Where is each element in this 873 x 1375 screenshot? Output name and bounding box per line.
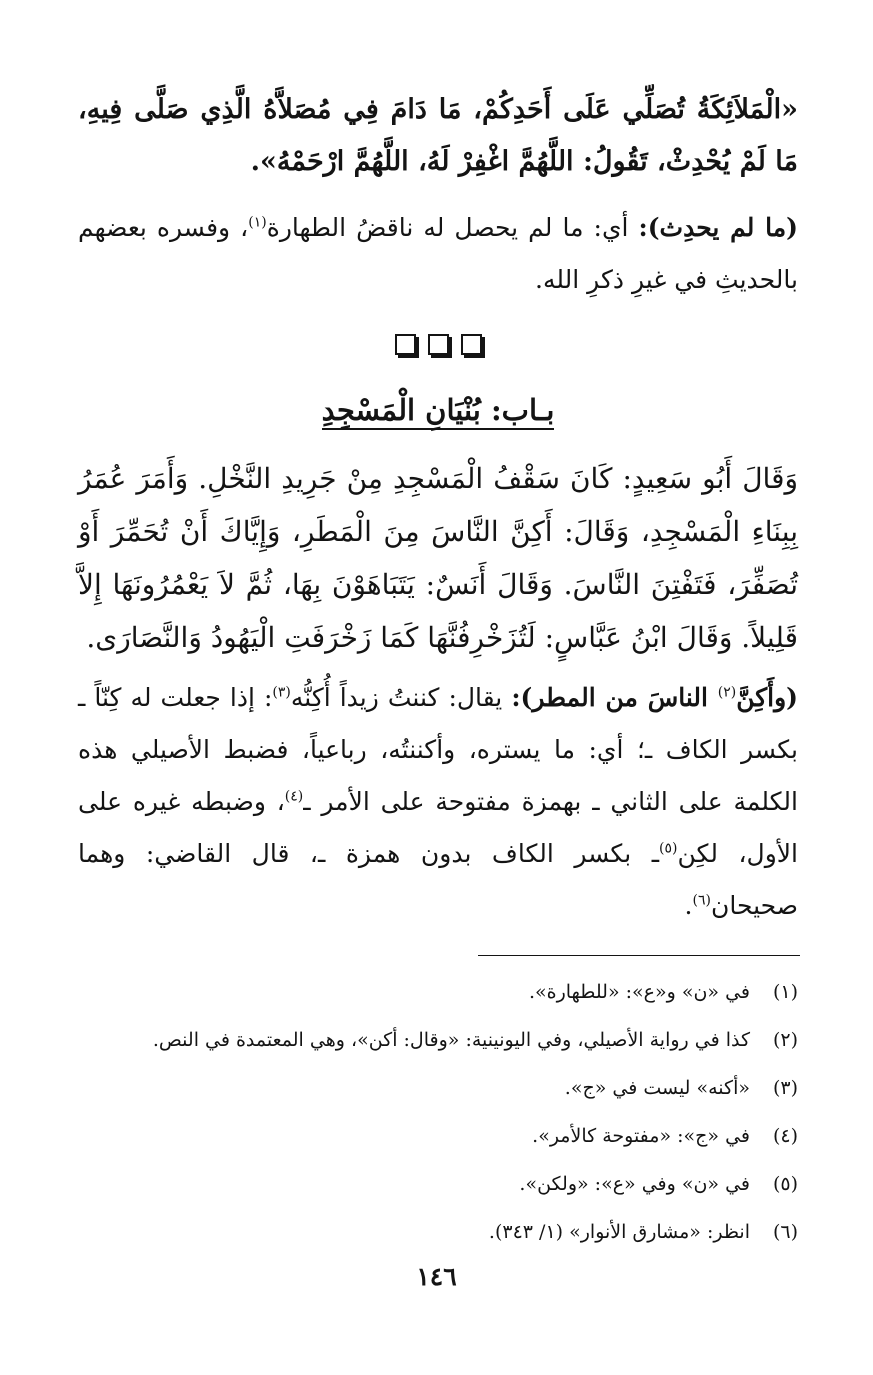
footnote-item — [78, 1114, 798, 1162]
explanation-text: ، وضبطه غيره على الأول، لكِن — [78, 787, 798, 868]
footnote-text: في «ج»: «مفتوحة كالأمر». — [532, 1125, 750, 1147]
footnote-ref-2: (٢) — [717, 684, 737, 701]
page-body — [78, 84, 798, 940]
footnote-item — [78, 1210, 798, 1258]
footnote-item — [78, 1066, 798, 1114]
explanation-text: أي: ما لم يحصل له ناقضُ الطهارة — [266, 213, 639, 242]
footnote-number: (٤) — [772, 1125, 798, 1147]
chapter-title-text: بـاب: بُنْيَانِ الْمَسْجِدِ — [322, 393, 555, 430]
footnote-number: (٥) — [772, 1173, 798, 1195]
explanation-paragraph-2 — [78, 672, 798, 932]
hadith-text: «الْمَلاَئِكَةُ تُصَلِّي عَلَى أَحَدِكُمْ، مَا دَامَ فِي مُصَلاَّهُ الَّذِي صَلَّى فِيهِ، مَا لَمْ يُحْدِثْ، تَقُولُ: اللَّهُمَّ اغْفِرْ لَهُ، اللَّهُمَّ ارْحَمْهُ». — [78, 94, 798, 177]
footnote-ref-6: (٦) — [692, 892, 711, 909]
lemma-close: الناسَ من المطر): — [511, 683, 718, 712]
footnote-number: (٣) — [772, 1077, 798, 1099]
footnote-number: (١) — [772, 981, 798, 1003]
square-ornament-icon — [395, 334, 416, 355]
footnote-text: كذا في رواية الأصيلي، وفي اليونينية: «وقال: أكن»، وهي المعتمدة في النص. — [152, 1029, 750, 1051]
footnotes — [78, 970, 798, 1258]
explanation-text: ـ بكسر الكاف بدون همزة ـ، قال القاضي: وهما صحيحان — [78, 839, 798, 920]
lemma-open: (وأَكِنَّ — [736, 683, 799, 712]
section-separator — [78, 334, 798, 368]
footnote-number: (٦) — [772, 1221, 798, 1243]
explanation-text: . — [684, 891, 693, 920]
square-ornament-icon — [428, 334, 449, 355]
footnote-ref-1: (١) — [248, 214, 267, 231]
footnote-number: (٢) — [772, 1029, 798, 1051]
footnote-text: «أكنه» ليست في «ج». — [564, 1077, 750, 1099]
explanation-text: ، وفسره بعضهم بالحديثِ في غيرِ ذكرِ الله. — [78, 213, 798, 294]
footnote-ref-5: (٥) — [659, 840, 678, 857]
square-ornament-icon — [461, 334, 482, 355]
explanation-text: : إذا جعلت له كِنّاً ـ بكسر الكاف ـ؛ أي: ما يستره، وأكننتُه، رباعياً، فضبط الأصيلي هذه الكلمة على الثاني ـ بهمزة مفتوحة على الأمر ـ — [78, 683, 798, 816]
explanation-paragraph-1 — [78, 202, 798, 306]
footnote-text: انظر: «مشارق الأنوار» (١/ ٣٤٣). — [488, 1221, 750, 1243]
footnote-item — [78, 970, 798, 1018]
footnote-item — [78, 1018, 798, 1066]
footnote-item — [78, 1162, 798, 1210]
footnote-text: في «ن» وفي «ع»: «ولكن». — [519, 1173, 750, 1195]
explanation-text: يقال: كننتُ زيداً أُكِنُّه — [290, 683, 512, 712]
footnote-ref-4: (٤) — [284, 788, 304, 805]
chapter-title — [78, 386, 798, 434]
page-number: ١٤٦ — [416, 1262, 457, 1291]
lemma-ma-lam-yuhdith: (ما لم يحدِث): — [638, 213, 799, 242]
chapter-quote: وَقَالَ أَبُو سَعِيدٍ: كَانَ سَقْفُ الْمَسْجِدِ مِنْ جَرِيدِ النَّخْلِ. وَأَمَرَ عُمَرُ بِبِنَاءِ الْمَسْجِدِ، وَقَالَ: أَكِنَّ النَّاسَ مِنَ الْمَطَرِ، وَإِيَّاكَ أَنْ تُحَمِّرَ أَوْ تُصَفِّرَ، فَتَفْتِنَ النَّاسَ. وَقَالَ أَنَسٌ: يَتَبَاهَوْنَ بِهَا، ثُمَّ لاَ يَعْمُرُونَهَا إِلاَّ قَلِيلاً. وَقَالَ ابْنُ عَبَّاسٍ: لَتُزَخْرِفُنَّهَا كَمَا زَخْرَفَتِ الْيَهُودُ وَالنَّصَارَى. — [78, 462, 798, 654]
footnote-text: في «ن» و«ع»: «للطهارة». — [528, 981, 750, 1003]
footnote-ref-3: (٣) — [272, 684, 291, 701]
footnote-divider — [478, 955, 800, 956]
